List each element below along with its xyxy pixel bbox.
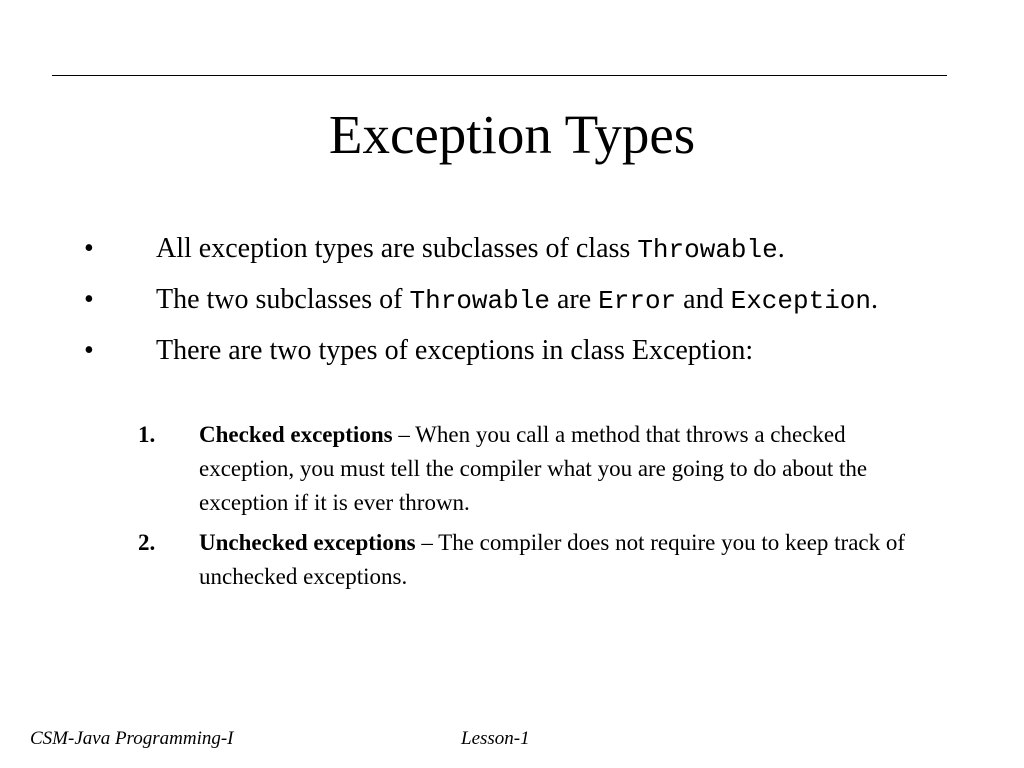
- numbered-list: [0, 418, 1024, 600]
- top-divider-line: [52, 75, 947, 76]
- bullet-marker: •: [84, 335, 94, 366]
- numbered-item-checked: [0, 418, 1024, 520]
- bullet-text-segment: and: [676, 284, 731, 315]
- bullet-item-throwable: [0, 228, 1024, 271]
- bullet-text-segment: .: [871, 284, 879, 315]
- code-throwable: Throwable: [637, 235, 778, 265]
- numbered-item-unchecked: [0, 526, 1024, 594]
- bullet-item-subclasses: [0, 279, 1024, 322]
- term-checked-exceptions: Checked exceptions: [199, 422, 393, 447]
- footer-course-name: CSM-Java Programming-I: [30, 728, 234, 749]
- bullet-text-segment: are: [549, 284, 599, 315]
- footer-lesson: Lesson-1: [461, 728, 530, 749]
- item-text: [199, 526, 929, 594]
- code-exception: Exception: [730, 286, 872, 316]
- code-throwable: Throwable: [409, 286, 550, 316]
- item-number: 1.: [138, 422, 156, 447]
- bullet-text-segment: The two subclasses of: [156, 284, 410, 315]
- code-error: Error: [598, 286, 677, 316]
- item-number: 2.: [138, 530, 156, 555]
- term-description: – When you call a method that throws a checked exception, you must tell the compiler what you are going to do about the exception if it is ever thrown.: [199, 422, 868, 515]
- bullet-list: [0, 228, 1024, 379]
- bullet-marker: •: [84, 233, 94, 264]
- item-text: [199, 418, 929, 520]
- bullet-text: [156, 228, 946, 271]
- bullet-text: There are two types of exceptions in class Exception:: [156, 335, 754, 366]
- bullet-item-exception-types: [0, 330, 1024, 371]
- bullet-text-segment: .: [777, 233, 785, 264]
- bullet-text-segment: All exception types are subclasses of class: [156, 233, 638, 264]
- term-description: – The compiler does not require you to keep track of unchecked exceptions.: [199, 530, 906, 589]
- term-unchecked-exceptions: Unchecked exceptions: [199, 530, 416, 555]
- bullet-marker: •: [84, 284, 94, 315]
- bullet-text: [156, 279, 946, 322]
- slide-title: Exception Types: [328, 104, 696, 165]
